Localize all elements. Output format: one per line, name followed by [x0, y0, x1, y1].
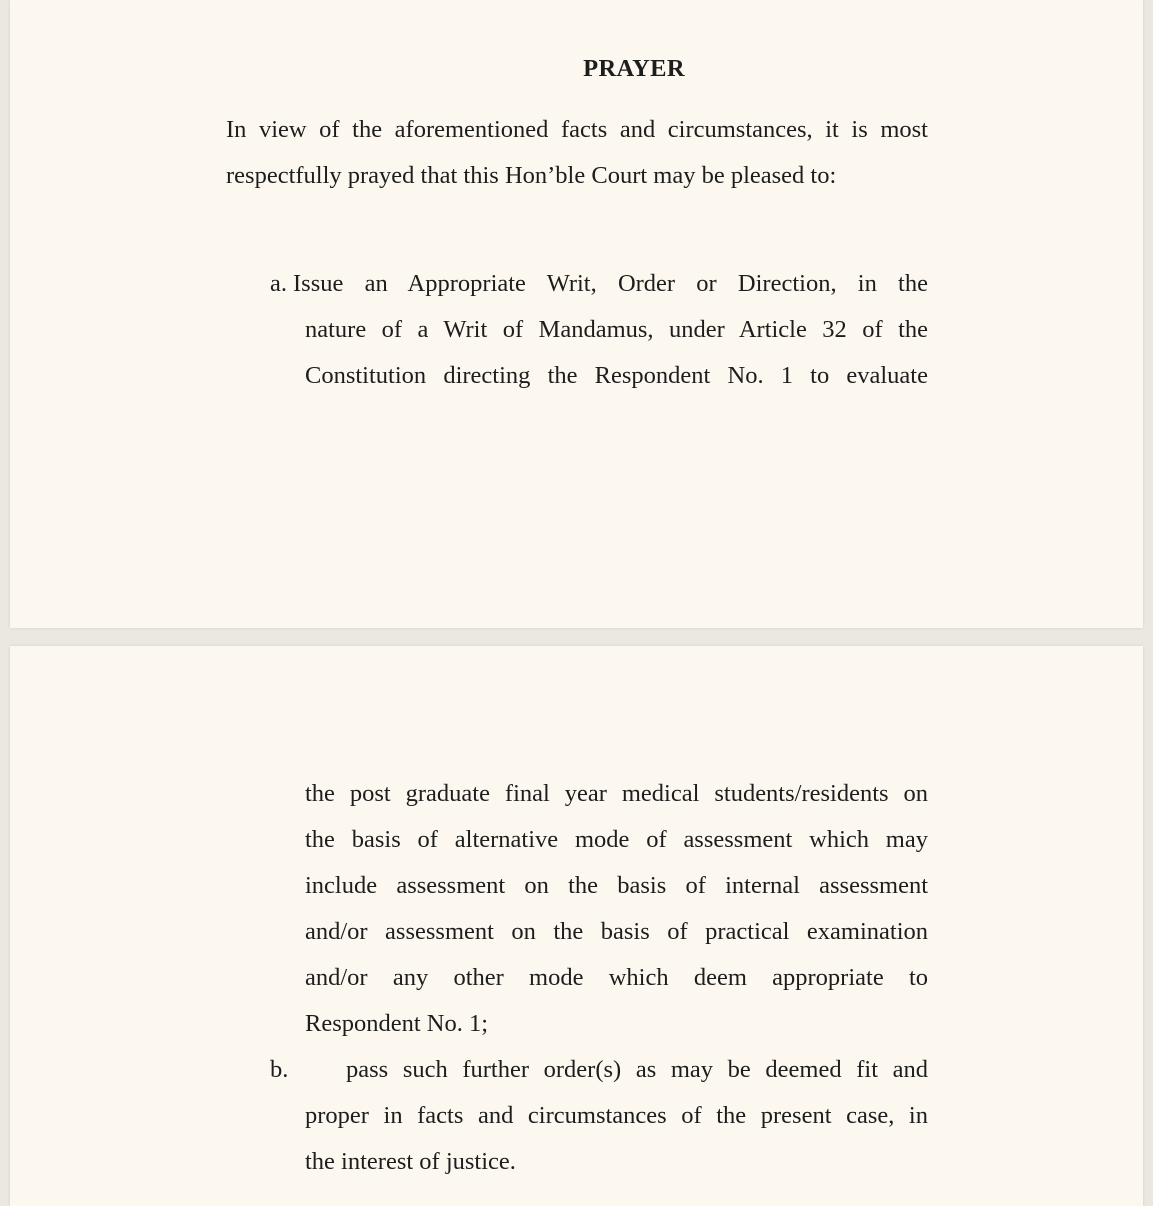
- intro-line-1: In view of the aforementioned facts and circumstances, it is most: [226, 116, 928, 143]
- item-a-marker: a.: [270, 270, 287, 297]
- item-a-cont-line-3: include assessment on the basis of internal assessment: [305, 872, 928, 899]
- item-a-cont-line-6: Respondent No. 1;: [305, 1010, 489, 1037]
- item-a-cont-line-5: and/or any other mode which deem appropriate to: [305, 964, 928, 991]
- item-a-line-1: Issue an Appropriate Writ, Order or Direction, in the: [293, 270, 928, 297]
- document-page-1: [10, 0, 1143, 628]
- intro-line-2: respectfully prayed that this Hon’ble Court may be pleased to:: [226, 162, 837, 189]
- item-b-line-2: proper in facts and circumstances of the present case, in: [305, 1102, 928, 1129]
- prayer-title: PRAYER: [583, 55, 685, 82]
- item-b-line-1: pass such further order(s) as may be deemed fit and: [346, 1056, 928, 1083]
- item-a-line-2: nature of a Writ of Mandamus, under Article 32 of the: [305, 316, 928, 343]
- item-a-cont-line-4: and/or assessment on the basis of practical examination: [305, 918, 928, 945]
- item-a-cont-line-1: the post graduate final year medical students/residents on: [305, 780, 928, 807]
- item-b-line-3: the interest of justice.: [305, 1148, 516, 1175]
- item-a-cont-line-2: the basis of alternative mode of assessment which may: [305, 826, 928, 853]
- item-b-marker: b.: [270, 1056, 289, 1083]
- item-a-line-3: Constitution directing the Respondent No. 1 to evaluate: [305, 362, 928, 389]
- document-page-2: [10, 646, 1143, 1206]
